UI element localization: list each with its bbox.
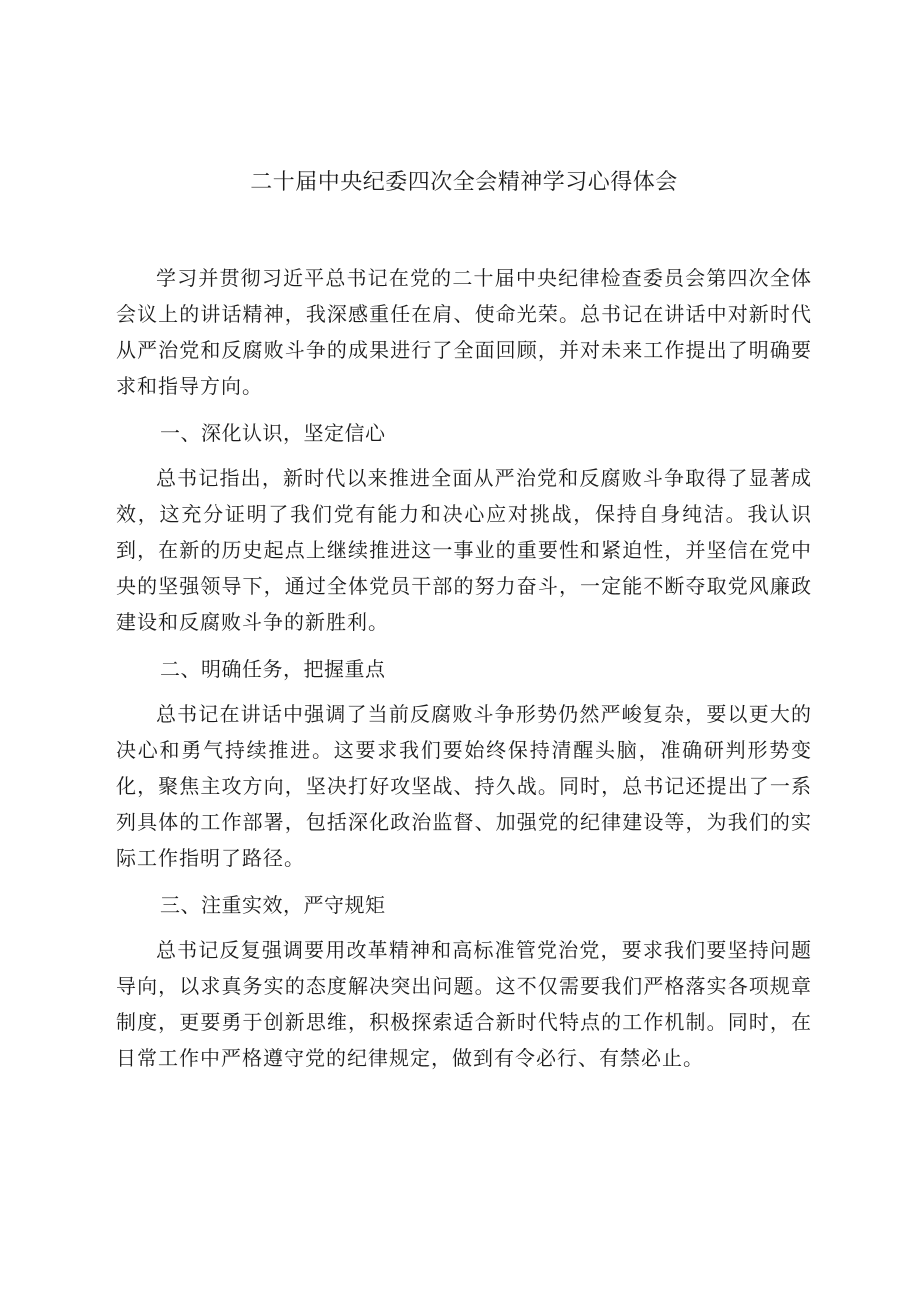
section-2-body: 总书记在讲话中强调了当前反腐败斗争形势仍然严峻复杂，要以更大的决心和勇气持续推进。这要求我们要始终保持清醒头脑，准确研判形势变化，聚焦主攻方向，坚决打好攻坚战、持久战。同时，总书记还提出了一系列具体的工作部署，包括深化政治监督、加强党的纪律建设等，为我们的实际工作指明了路径。 — [116, 702, 812, 870]
intro-paragraph: 学习并贯彻习近平总书记在党的二十届中央纪律检查委员会第四次全体会议上的讲话精神，我深感重任在肩、使命光荣。总书记在讲话中对新时代从严治党和反腐败斗争的成果进行了全面回顾，并对未来工作提出了明确要求和指导方向。 — [116, 266, 812, 398]
section-3-heading: 三、注重实效，严守规矩 — [160, 893, 386, 917]
section-2-heading: 二、明确任务，把握重点 — [160, 657, 386, 681]
section-1-body: 总书记指出，新时代以来推进全面从严治党和反腐败斗争取得了显著成效，这充分证明了我们党有能力和决心应对挑战，保持自身纯洁。我认识到，在新的历史起点上继续推进这一事业的重要性和紧迫性，并坚信在党中央的坚强领导下，通过全体党员干部的努力奋斗，一定能不断夺取党风廉政建设和反腐败斗争的新胜利。 — [116, 466, 812, 634]
document-title: 二十届中央纪委四次全会精神学习心得体会 — [250, 170, 678, 195]
section-1-heading: 一、深化认识，坚定信心 — [160, 421, 386, 445]
section-3-body: 总书记反复强调要用改革精神和高标准管党治党，要求我们要坚持问题导向，以求真务实的态度解决突出问题。这不仅需要我们严格落实各项规章制度，更要勇于创新思维，积极探索适合新时代特点的工作机制。同时，在日常工作中严格遵守党的纪律规定，做到有令必行、有禁必止。 — [116, 938, 812, 1070]
